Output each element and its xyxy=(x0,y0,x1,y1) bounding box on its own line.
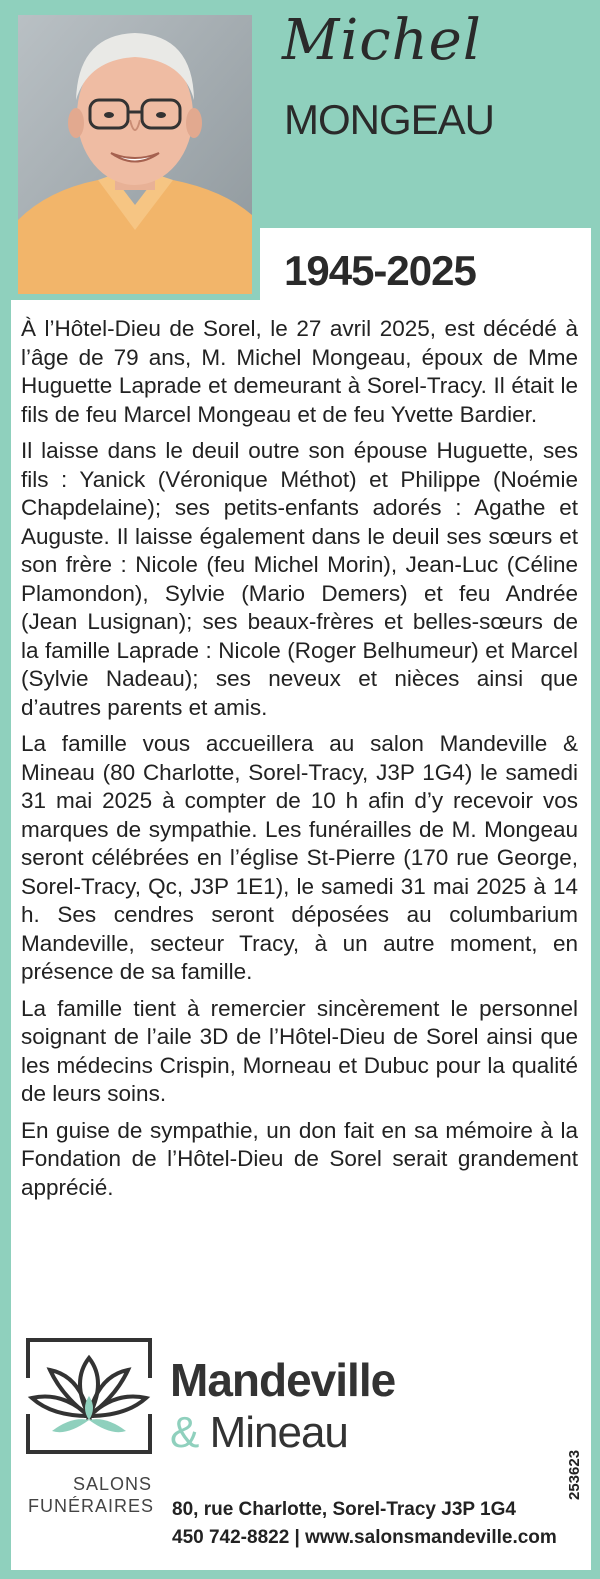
life-years: 1945-2025 xyxy=(284,247,476,294)
lotus-logo-icon xyxy=(22,1336,156,1456)
paragraph-family: Il laisse dans le deuil outre son épouse Huguette, ses fils : Yanick (Véronique Méthot) et Philippe (Noémie Chapdelaine); ses petits-enfants adorés : Agathe et Auguste. Il laisse également dans le deuil ses sœurs et son frère : Nicole (feu Michel Morin), Jean-Luc (Céline Plamondon), Sylvie (Mario Demers) et feu Andrée (Jean Lusignan); ses beaux-frères et belles-sœurs de la famille Laprade : Nicole (Roger Belhumeur) et Marcel (Sylvie Nadeau); ses neveux et nièces ainsi que d’autres parents et amis. xyxy=(21,438,578,720)
first-name: Michel xyxy=(282,8,482,73)
salons-line1: SALONS xyxy=(72,1474,152,1494)
salons-line2: FUNÉRAIRES xyxy=(28,1496,155,1516)
brand-name-mineau: Mineau xyxy=(209,1408,348,1457)
paragraph-death-notice: À l’Hôtel-Dieu de Sorel, le 27 avril 2025, est décédé à l’âge de 79 ans, M. Michel Mongeau, époux de Mme Huguette Laprade et demeurant à Sorel-Tracy. Il était le fils de feu Marcel Mongeau et de feu Yvette Bardier. xyxy=(21,316,578,427)
obituary-text xyxy=(21,315,578,1210)
portrait-photo xyxy=(18,15,252,294)
brand-ampersand: & xyxy=(170,1408,199,1457)
brand-name-line2 xyxy=(170,1408,348,1458)
reference-number: 253623 xyxy=(566,1449,583,1500)
paragraph-visitation: La famille vous accueillera au salon Mandeville & Mineau (80 Charlotte, Sorel-Tracy, J3P 1G4) le samedi 31 mai 2025 à compter de 10 h afin d’y recevoir vos marques de sympathie. Les funérailles de M. Mongeau seront célébrées en l’église St-Pierre (170 rue George, Sorel-Tracy, Qc, J3P 1E1), le samedi 31 mai 2025 à 14 h. Ses cendres seront déposées au columbarium Mandeville, secteur Tracy, à un autre moment, en présence de sa famille. xyxy=(21,731,578,984)
brand-name-line1: Mandeville xyxy=(170,1354,396,1406)
paragraph-donation: En guise de sympathie, un don fait en sa mémoire à la Fondation de l’Hôtel-Dieu de Sorel serait grandement apprécié. xyxy=(21,1117,578,1200)
address: 80, rue Charlotte, Sorel-Tracy J3P 1G4 xyxy=(172,1499,516,1520)
salons-funeraires-label xyxy=(28,1473,155,1517)
portrait-illustration xyxy=(18,15,252,294)
paragraph-thanks: La famille tient à remercier sincèrement le personnel soignant de l’aile 3D de l’Hôtel-Dieu de Sorel ainsi que les médecins Crispin, Morneau et Dubuc pour la qualité de leurs soins. xyxy=(21,995,578,1106)
phone-and-website: 450 742-8822 | www.salonsmandeville.com xyxy=(172,1527,557,1548)
last-name: MONGEAU xyxy=(284,96,495,143)
